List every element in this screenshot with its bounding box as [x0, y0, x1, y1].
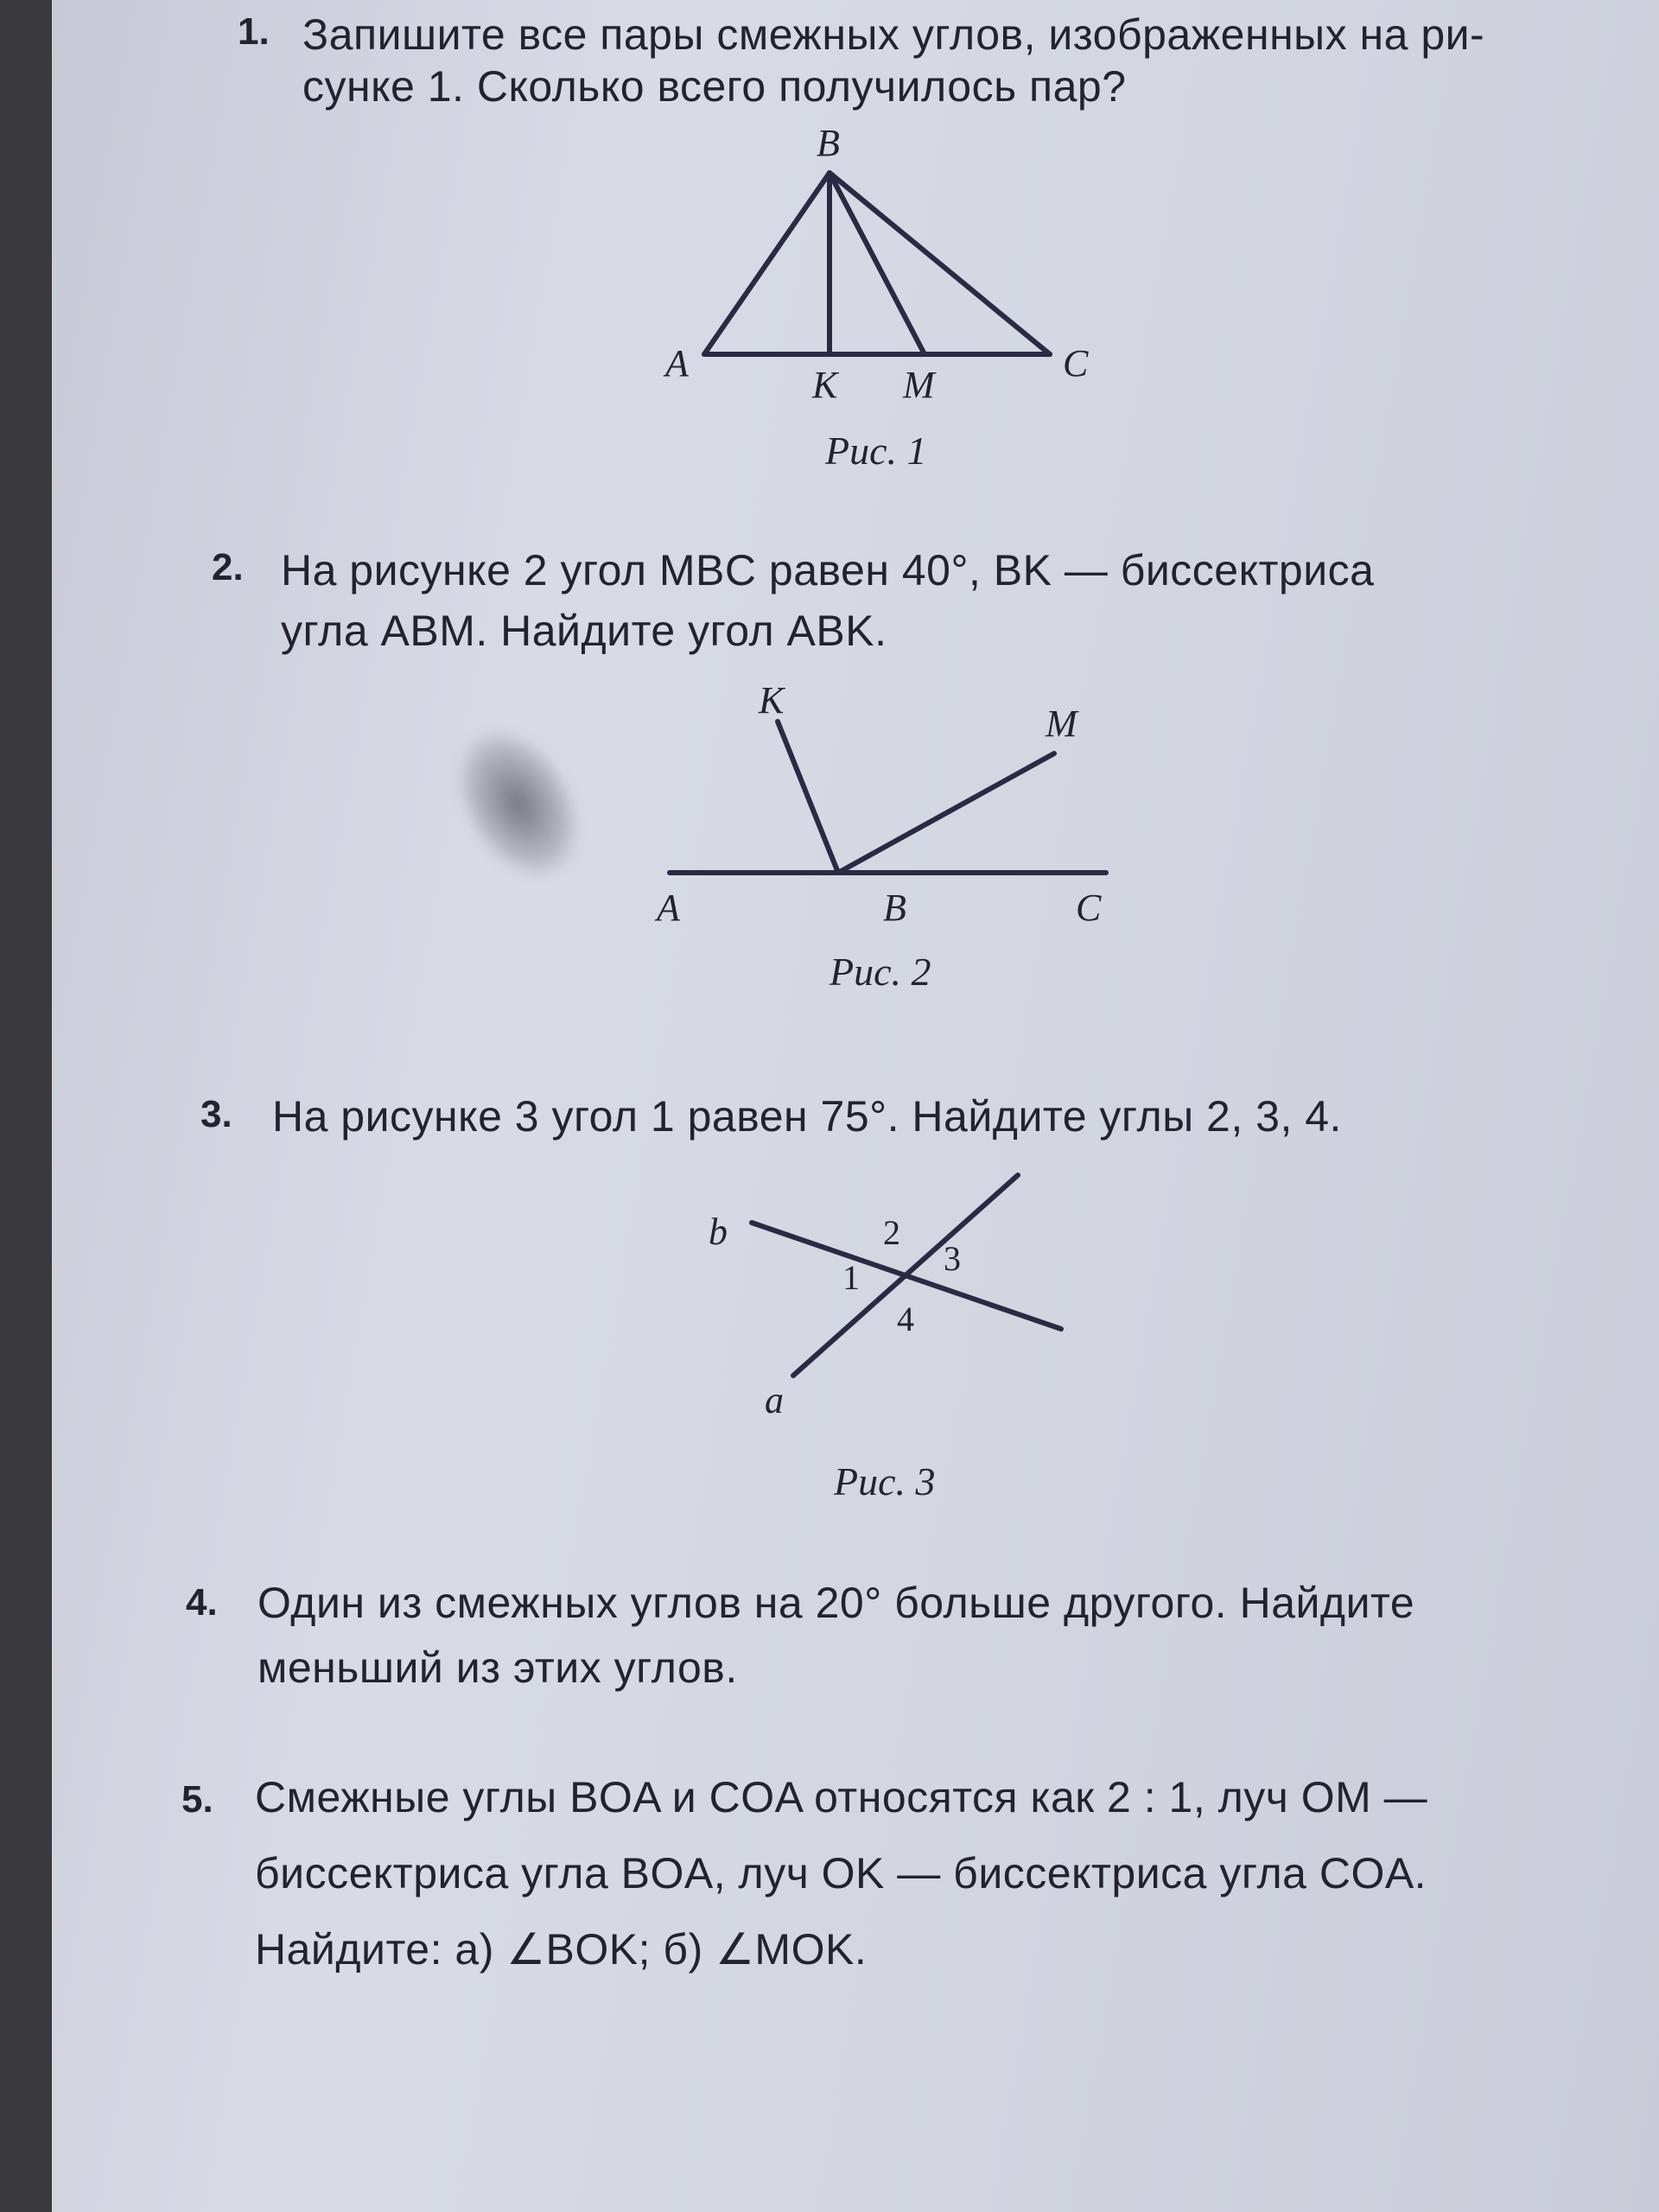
problem-number: 5. — [181, 1778, 213, 1821]
figure-1-diagram — [657, 122, 1106, 415]
problem-text — [281, 536, 1577, 665]
point-label-b: B — [883, 887, 906, 929]
angle-label-3: 3 — [944, 1239, 961, 1278]
problem-number: 4. — [186, 1581, 218, 1624]
problem-line: На рисунке 2 угол MBC равен 40°, BK — биссектриса — [281, 546, 1375, 594]
problem-number: 3. — [200, 1093, 232, 1135]
figure-2-diagram — [639, 674, 1123, 933]
problem-line: биссектриса угла BOA, луч OK — биссектриса угла COA. — [255, 1849, 1427, 1897]
line-label-a: a — [765, 1379, 784, 1421]
problem-number: 2. — [212, 546, 244, 588]
ray-label-k: K — [759, 679, 785, 721]
segment-bm — [830, 173, 925, 354]
segment-bc — [830, 173, 1050, 354]
problem-text — [302, 0, 1555, 121]
figure-1 — [657, 122, 1106, 419]
point-label-c: C — [1076, 887, 1102, 929]
problem-line: Один из смежных углов на 20° больше другого. Найдите — [257, 1579, 1415, 1627]
problem-line: угла ABM. Найдите угол ABK. — [281, 607, 887, 655]
figure-3 — [691, 1158, 1089, 1447]
figure-caption: Рис. 1 — [825, 429, 927, 473]
ray-bk — [778, 721, 838, 873]
problem-text — [257, 1568, 1605, 1702]
problem-line: Запишите все пары смежных углов, изображенных на ри- — [302, 10, 1485, 59]
problem-text — [272, 1082, 1568, 1151]
problem-line: сунке 1. Сколько всего получилось пар? — [302, 62, 1127, 111]
problem-number: 1. — [238, 10, 270, 53]
vertex-label-c: C — [1063, 342, 1089, 385]
figure-2 — [639, 674, 1123, 938]
ray-label-m: M — [1046, 702, 1077, 745]
vertex-label-a: A — [665, 342, 689, 385]
vertex-label-b: B — [817, 122, 840, 164]
figure-caption: Рис. 3 — [834, 1459, 936, 1503]
problem-line: Найдите: а) ∠BOK; б) ∠MOK. — [255, 1925, 868, 1974]
angle-label-1: 1 — [842, 1258, 860, 1297]
point-label-m: M — [903, 364, 935, 406]
ray-bm — [838, 753, 1054, 873]
problem-text — [255, 1763, 1620, 1984]
problem-line: Смежные углы BOA и COA относятся как 2 : 1, луч OM — — [255, 1773, 1428, 1821]
problem-line: На рисунке 3 угол 1 равен 75°. Найдите углы 2, 3, 4. — [272, 1092, 1342, 1141]
angle-label-2: 2 — [883, 1213, 900, 1252]
segment-ab — [704, 173, 830, 354]
line-a — [793, 1175, 1018, 1376]
point-label-k: K — [812, 364, 838, 406]
angle-label-4: 4 — [897, 1300, 914, 1338]
problem-line: меньший из этих углов. — [257, 1643, 738, 1692]
figure-caption: Рис. 2 — [830, 950, 931, 994]
line-label-b: b — [709, 1211, 728, 1253]
point-label-a: A — [657, 887, 680, 929]
figure-3-diagram — [691, 1158, 1089, 1443]
